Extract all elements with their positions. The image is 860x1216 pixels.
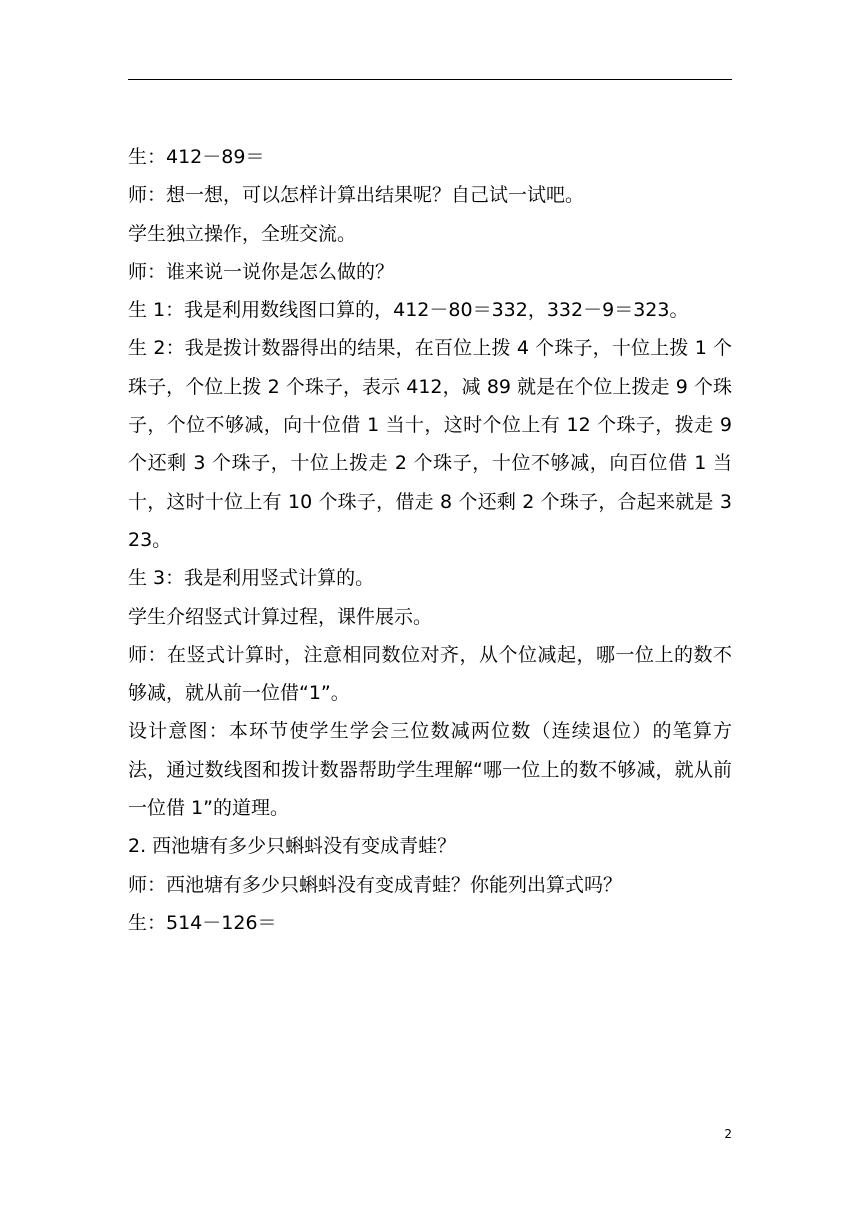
paragraph-design-intent: 设计意图：本环节使学生学会三位数减两位数（连续退位）的笔算方法，通过数线图和拨计数器帮助学生理解“哪一位上的数不够减，就从前一位借 1”的道理。 <box>128 720 732 820</box>
paragraph-section-2-heading: 2. 西池塘有多少只蝌蚪没有变成青蛙？ <box>128 835 457 858</box>
paragraph-student-3-vertical: 生 3：我是利用竖式计算的。 <box>128 567 375 590</box>
paragraph-teacher-ask-west-pond: 师：西池塘有多少只蝌蚪没有变成青蛙？你能列出算式吗？ <box>128 873 623 896</box>
paragraph-teacher-vertical-tip: 师：在竖式计算时，注意相同数位对齐，从个位减起，哪一位上的数不够减，就从前一位借“1”。 <box>128 643 732 705</box>
paragraph-teacher-prompt-think: 师：想一想，可以怎样计算出结果呢？自己试一试吧。 <box>128 184 585 207</box>
paragraph-student-2-abacus: 生 2：我是拨计数器得出的结果，在百位上拨 4 个珠子，十位上拨 1 个珠子，个位上拨 2 个珠子，表示 412，减 89 就是在个位上拨走 9 个珠子，个位不够减，向十位借 1 当十，这时个位上有 12 个珠子，拨走 9 个还剩 3 个珠子，十位上拨走 2 个珠子，十位不够减，向百位借 1 当十，这时十位上有 10 个珠子，借走 8 个还剩 2 个珠子，合起来就是 323。 <box>128 337 732 551</box>
paragraph-student-equation-412: 生：412－89＝ <box>128 146 265 168</box>
paragraph-student-1-number-line: 生 1：我是利用数线图口算的，412－80＝332，332－9＝323。 <box>128 299 689 322</box>
page-number: 2 <box>724 1127 732 1141</box>
body-text <box>128 138 732 942</box>
paragraph-students-present: 学生介绍竖式计算过程，课件展示。 <box>128 605 433 628</box>
header-rule <box>128 79 732 80</box>
paragraph-students-operate: 学生独立操作，全班交流。 <box>128 222 357 245</box>
paragraph-teacher-ask-method: 师：谁来说一说你是怎么做的？ <box>128 260 395 283</box>
paragraph-student-equation-514: 生：514－126＝ <box>128 911 277 934</box>
